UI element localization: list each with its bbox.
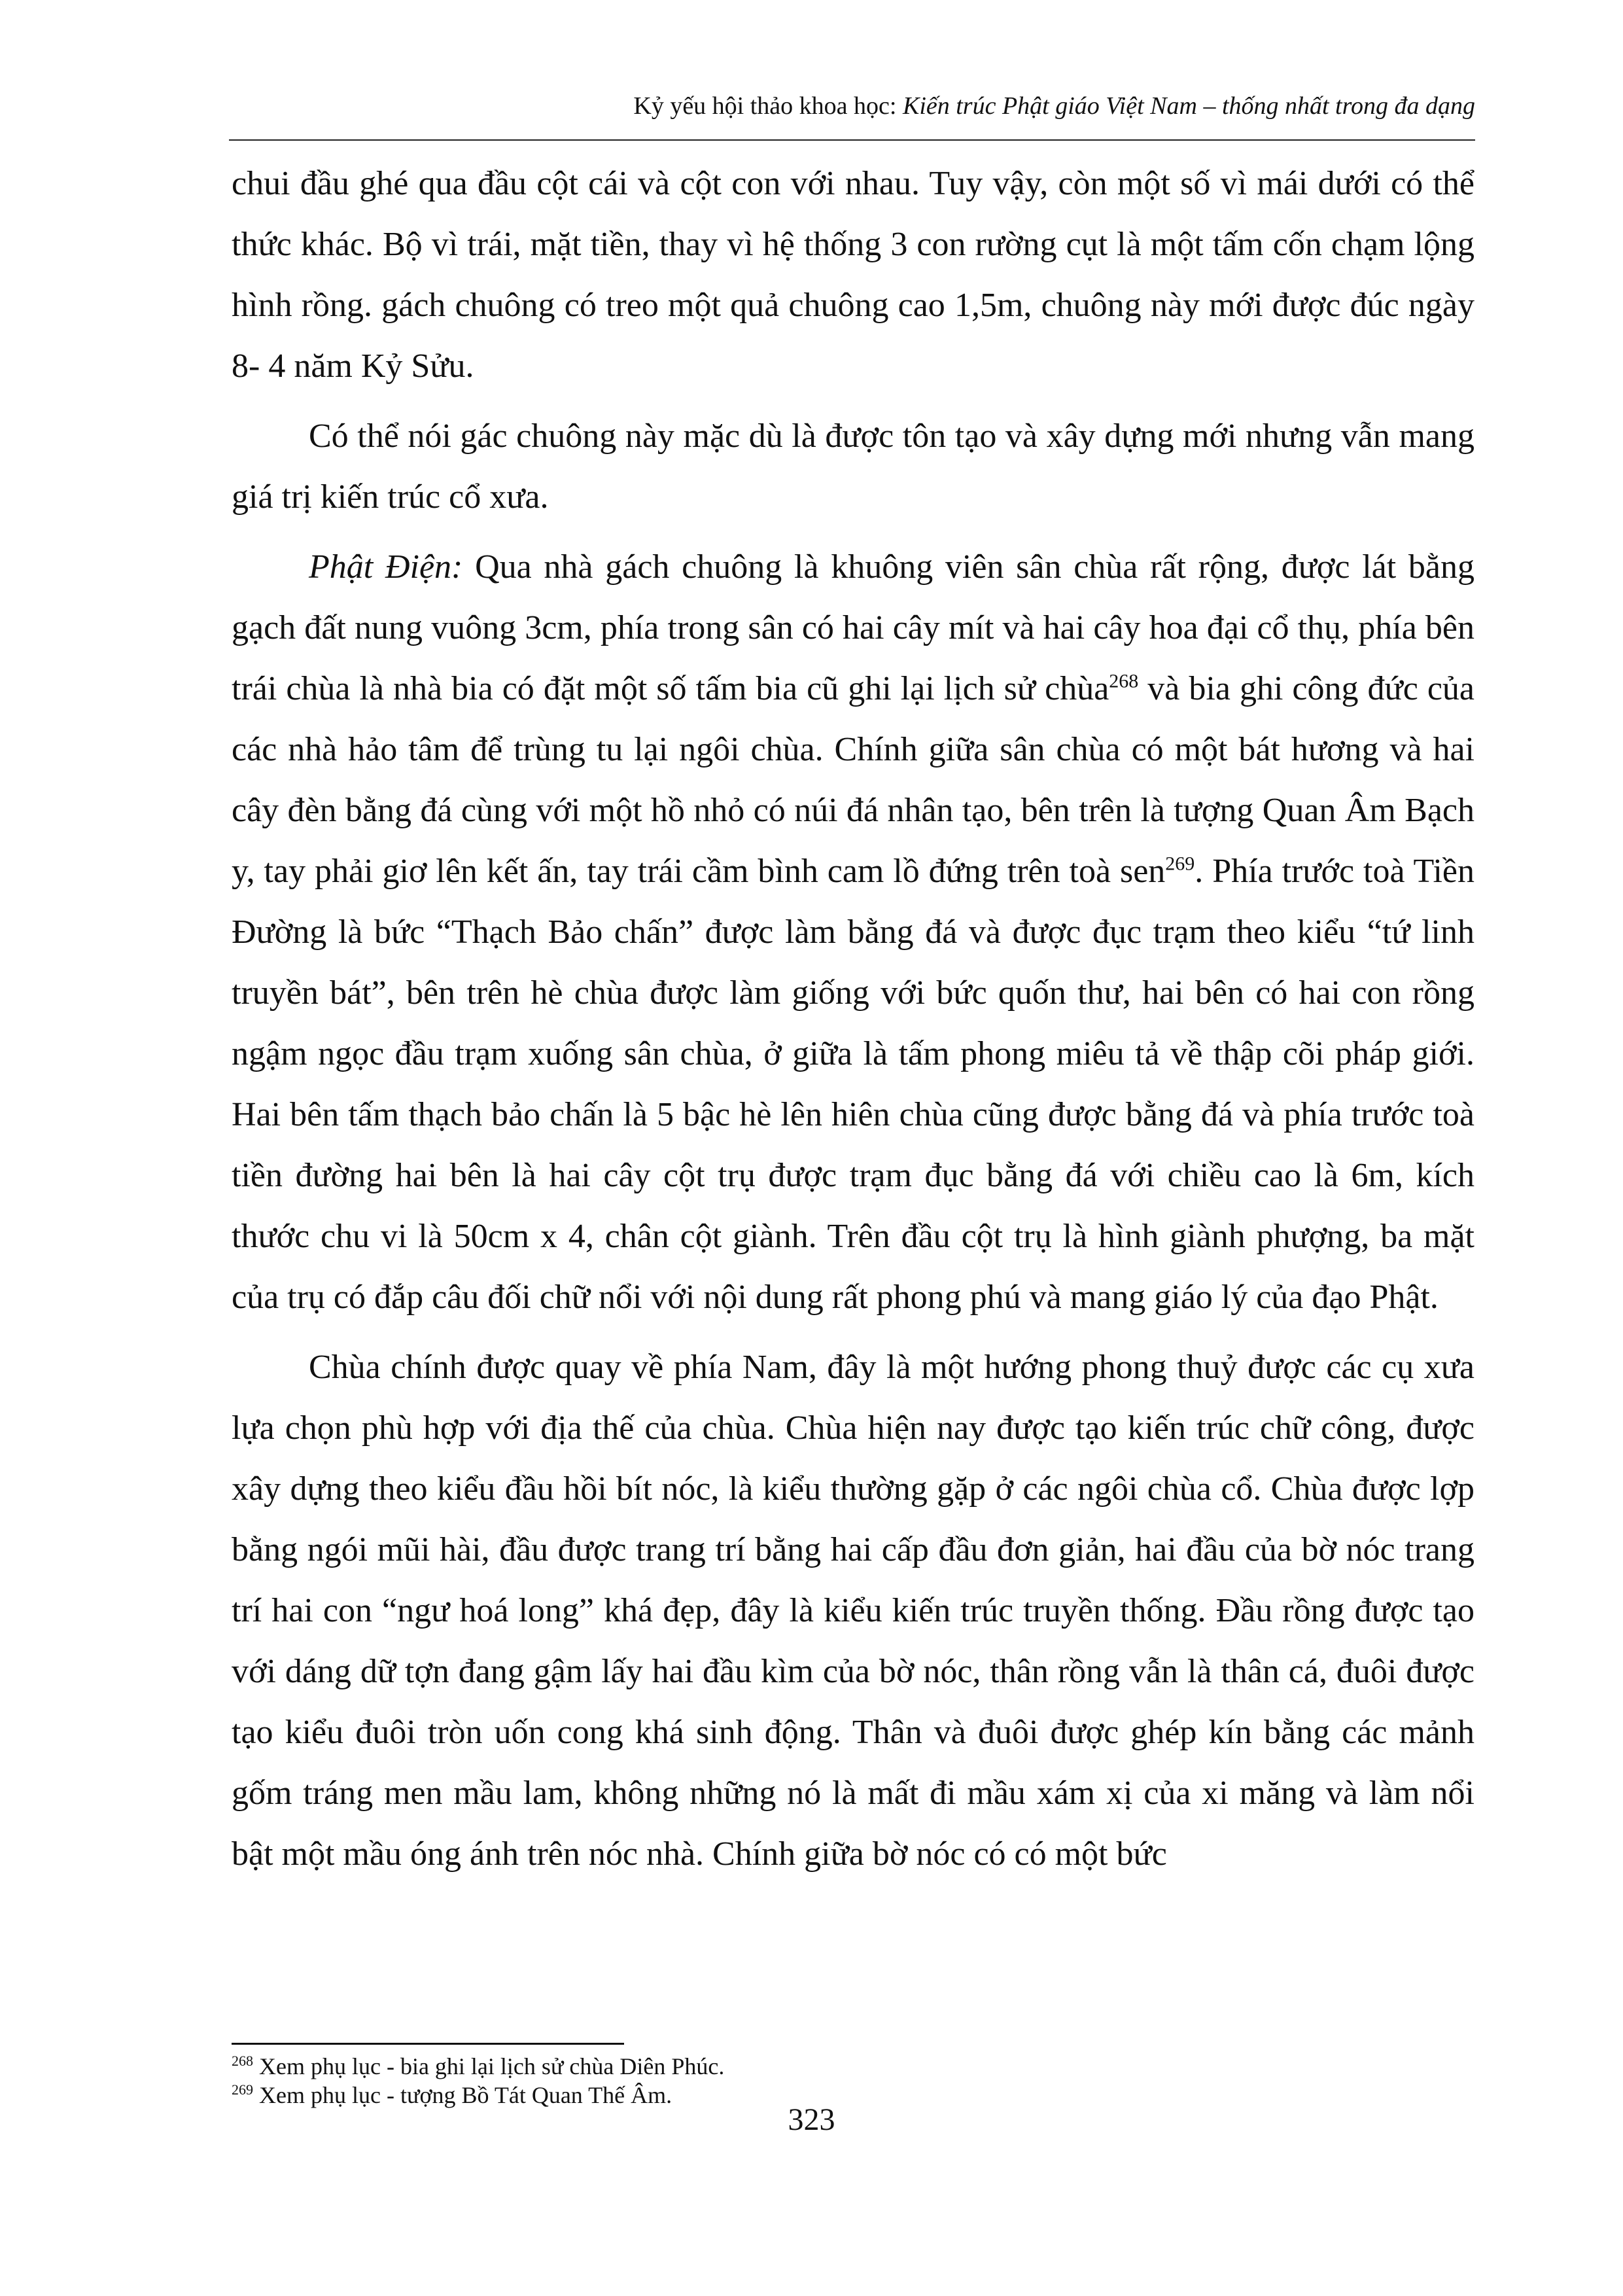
- paragraph-3-text-c: . Phía trước toà Tiền Đường là bức “Thạch Bảo chấn” được làm bằng đá và được đục trạm theo kiểu “tứ linh truyền bát”, bên trên hè chùa được làm giống với bức quốn thư, hai bên có hai con rồng ngậm ngọc đầu trạm xuống sân chùa, ở giữa là tấm phong miêu tả về thập cõi pháp giới. Hai bên tấm thạch bảo chấn là 5 bậc hè lên hiên chùa cũng được bằng đá và phía trước toà tiền đường hai bên là hai cây cột trụ được trạm đục bằng đá với chiều cao là 6m, kích thước chu vi là 50cm x 4, chân cột giành. Trên đầu cột trụ là hình giành phượng, ba mặt của trụ có đắp câu đối chữ nổi với nội dung rất phong phú và mang giáo lý của đạo Phật.: [232, 853, 1475, 1316]
- paragraph-3: [232, 537, 1475, 1328]
- body-text: [232, 153, 1475, 1884]
- header-title: Kiến trúc Phật giáo Việt Nam – thống nhất trong đa dạng: [902, 92, 1475, 120]
- header-divider: [229, 139, 1475, 141]
- running-header: [633, 92, 1475, 122]
- footnote-number: 268: [232, 2053, 253, 2069]
- page-number: 323: [788, 2102, 835, 2137]
- footnote-ref-268[interactable]: 268: [1109, 670, 1139, 692]
- footnote-268: [232, 2052, 1213, 2081]
- footnote-text: Xem phụ lục - tượng Bồ Tát Quan Thế Âm.: [253, 2082, 672, 2108]
- paragraph-2: Có thể nói gác chuông này mặc dù là được tôn tạo và xây dựng mới nhưng vẫn mang giá trị kiến trúc cổ xưa.: [232, 417, 1475, 516]
- header-prefix: Kỷ yếu hội thảo khoa học:: [633, 92, 903, 120]
- paragraph-4: Chùa chính được quay về phía Nam, đây là một hướng phong thuỷ được các cụ xưa lựa chọn phù hợp với địa thế của chùa. Chùa hiện nay được tạo kiến trúc chữ công, được xây dựng theo kiểu đầu hồi bít nóc, là kiểu thường gặp ở các ngôi chùa cổ. Chùa được lợp bằng ngói mũi hài, đầu được trang trí bằng hai cấp đầu đơn giản, hai đầu của bờ nóc trang trí hai con “ngư hoá long” khá đẹp, đây là kiểu kiến trúc truyền thống. Đầu rồng được tạo với dáng dữ tợn đang gậm lấy hai đầu kìm của bờ nóc, thân rồng vẫn là thân cá, đuôi được tạo kiểu đuôi tròn uốn cong khá sinh động. Thân và đuôi được ghép kín bằng các mảnh gốm tráng men mầu lam, không những nó là mất đi mầu xám xị của xi măng và làm nổi bật một mầu óng ánh trên nóc nhà. Chính giữa bờ nóc có có một bức: [232, 1349, 1475, 1873]
- footnote-number: 269: [232, 2081, 253, 2098]
- section-lead: Phật Điện:: [309, 548, 463, 586]
- paragraph-1: chui đầu ghé qua đầu cột cái và cột con với nhau. Tuy vậy, còn một số vì mái dưới có thể thức khác. Bộ vì trái, mặt tiền, thay vì hệ thống 3 con rường cụt là một tấm cốn chạm lộng hình rồng. gách chuông có treo một quả chuông cao 1,5m, chuông này mới được đúc ngày 8- 4 năm Kỷ Sửu.: [232, 165, 1475, 385]
- footnotes: [232, 2052, 1213, 2110]
- footnote-ref-269[interactable]: 269: [1165, 853, 1195, 875]
- paragraph-3-text-a: Qua nhà gách chuông là khuông viên sân chùa rất rộng, được lát bằng gạch đất nung vuông 3cm, phía trong sân có hai cây mít và hai cây hoa đại cổ thụ, phía bên trái chùa là nhà bia có đặt một số tấm bia cũ ghi lại lịch sử chùa: [232, 548, 1475, 707]
- footnote-divider: [232, 2043, 624, 2045]
- footnote-text: Xem phụ lục - bia ghi lại lịch sử chùa Diên Phúc.: [253, 2053, 725, 2079]
- paragraph-3-text-b: và bia ghi công đức của các nhà hảo tâm để trùng tu lại ngôi chùa. Chính giữa sân chùa có một bát hương và hai cây đèn bằng đá cùng với một hồ nhỏ có núi đá nhân tạo, bên trên là tượng Quan Âm Bạch y, tay phải giơ lên kết ấn, tay trái cầm bình cam lồ đứng trên toà sen: [232, 670, 1475, 890]
